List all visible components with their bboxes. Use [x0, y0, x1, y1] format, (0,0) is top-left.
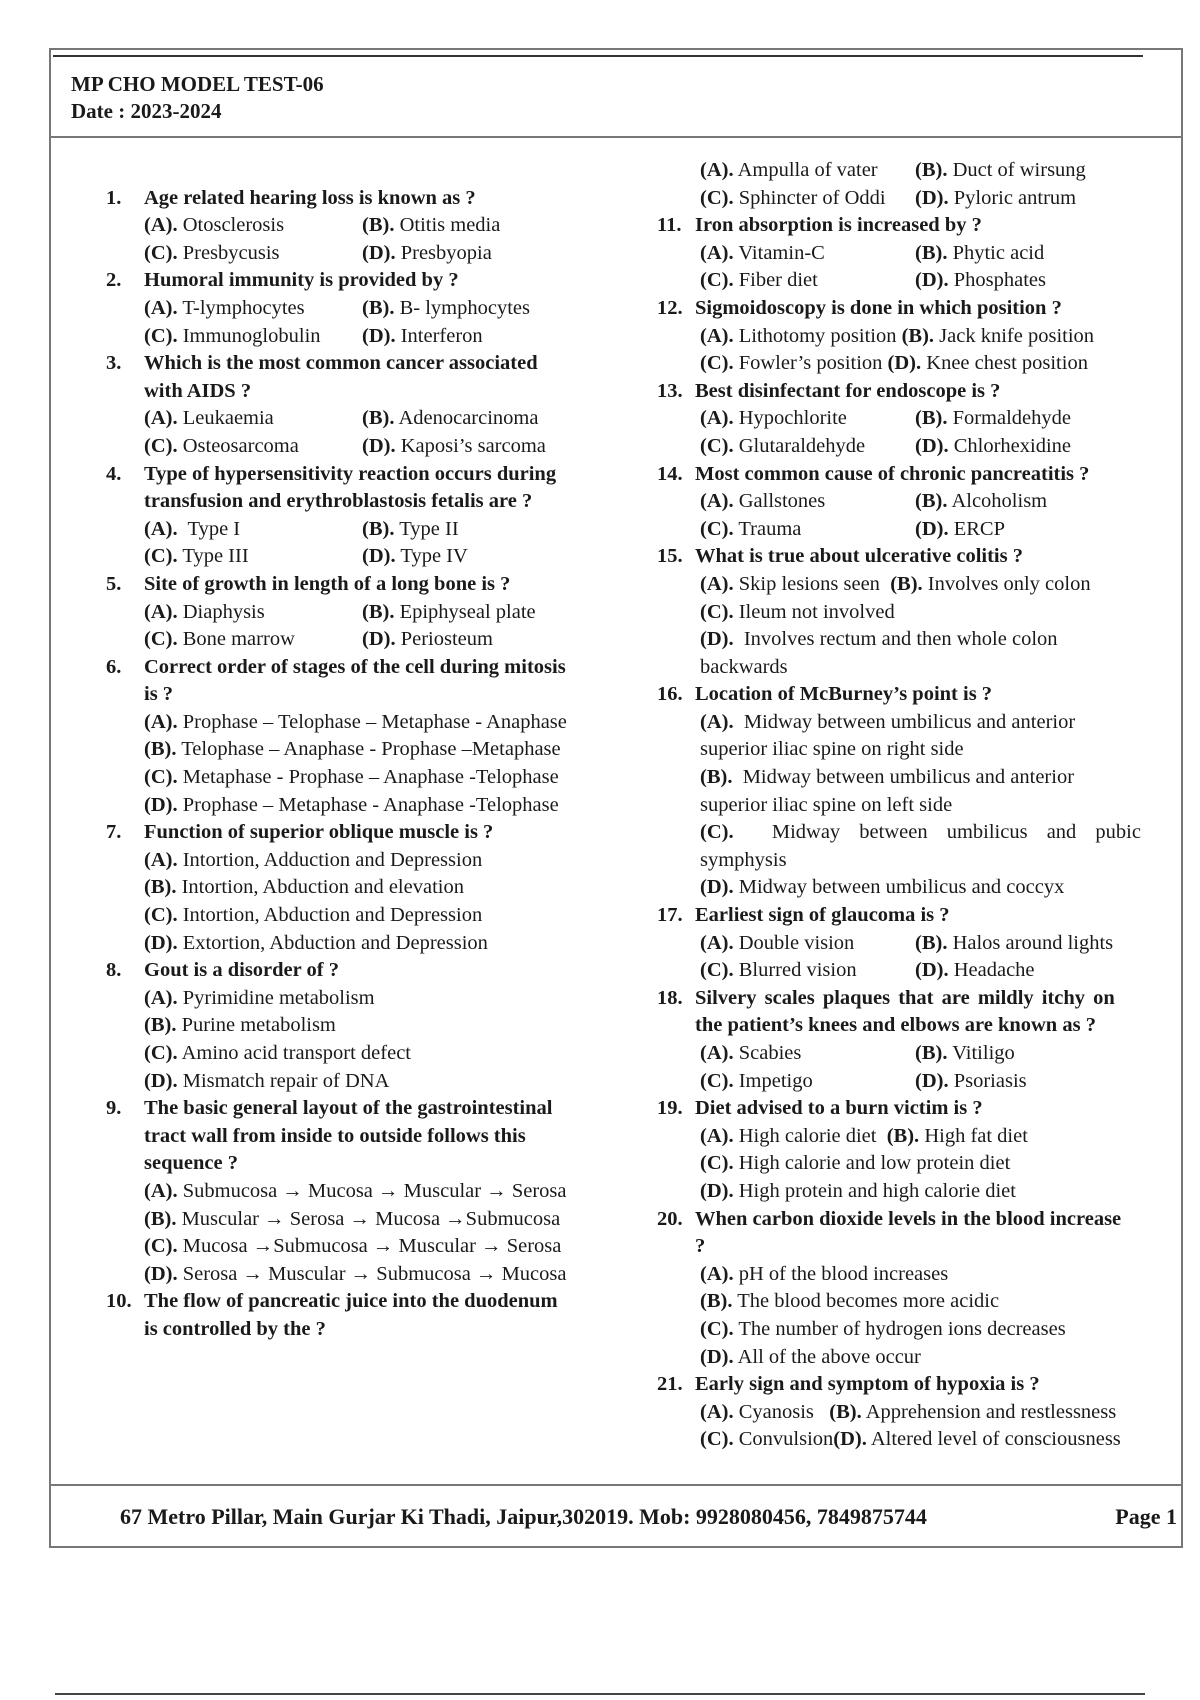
question-text-cont: is controlled by the ?: [144, 1317, 326, 1340]
question-text: Type of hypersensitivity reaction occurs during: [144, 462, 557, 485]
option-d: Serosa → Muscular → Submucosa → Mucosa: [182, 1262, 567, 1285]
option-label: (C).: [700, 517, 734, 540]
option-label: (B).: [915, 159, 948, 181]
question-4: [106, 461, 606, 571]
option-c: Osteosarcoma: [182, 434, 299, 457]
question-text: Site of growth in length of a long bone is ?: [144, 572, 511, 595]
option-label: (D).: [833, 1428, 867, 1451]
question-text: Iron absorption is increased by ?: [695, 214, 982, 237]
header: [49, 48, 1183, 138]
question-16: [657, 681, 1160, 902]
option-label: (D).: [915, 1069, 949, 1092]
question-text: Earliest sign of glaucoma is ?: [695, 904, 950, 927]
option-b: The blood becomes more acidic: [737, 1290, 1000, 1313]
option-label: (C).: [700, 959, 734, 982]
option-c: Convulsion: [738, 1428, 834, 1451]
option-d: Headache: [953, 959, 1035, 982]
option-label: (D).: [362, 434, 396, 457]
option-b: Muscular → Serosa → Mucosa →Submucosa: [181, 1207, 561, 1230]
option-label: (A).: [144, 517, 178, 540]
option-label: (D).: [700, 1179, 734, 1202]
question-text-cont: the patient’s knees and elbows are known as ?: [695, 1014, 1096, 1037]
option-label: (D).: [915, 959, 949, 982]
option-b: Alcoholism: [951, 490, 1048, 513]
option-d: Phosphates: [953, 269, 1046, 292]
option-label: (A).: [700, 1262, 734, 1285]
option-d: Altered level of consciousness: [870, 1428, 1121, 1451]
option-label: (C).: [700, 600, 734, 623]
option-c: Immunoglobulin: [182, 324, 321, 347]
bottom-rule: [55, 1693, 1145, 1695]
question-8: [106, 957, 606, 1095]
option-label: (B).: [886, 1124, 920, 1147]
option-b: Duct of wirsung: [952, 159, 1086, 181]
question-text: Early sign and symptom of hypoxia is ?: [695, 1373, 1040, 1396]
question-number: 8.: [106, 959, 122, 982]
option-label: (B).: [144, 738, 177, 761]
option-c: Mucosa →Submucosa → Muscular → Serosa: [182, 1235, 562, 1258]
option-label: (D).: [700, 1345, 734, 1368]
option-a: Otosclerosis: [182, 214, 285, 237]
option-label: (B).: [915, 1042, 948, 1064]
option-a: Gallstones: [738, 490, 826, 513]
option-c: Fowler’s position: [738, 352, 883, 375]
option-label: (B).: [915, 931, 948, 954]
option-label: (C).: [700, 1152, 734, 1175]
question-number: 4.: [106, 462, 122, 485]
left-column: [106, 157, 606, 1344]
question-number: 20.: [657, 1207, 683, 1230]
question-text: Diet advised to a burn victim is ?: [695, 1097, 983, 1120]
option-b-cont: superior iliac spine on left side: [700, 793, 953, 816]
option-d: Involves rectum and then whole colon: [733, 628, 1058, 651]
option-label: (C).: [144, 1042, 178, 1064]
option-d: High protein and high calorie diet: [738, 1179, 1016, 1202]
question-text-cont: tract wall from inside to outside follows this: [144, 1124, 526, 1147]
option-a: pH of the blood increases: [738, 1262, 949, 1285]
option-label: (D).: [362, 324, 396, 347]
question-text: Age related hearing loss is known as ?: [144, 186, 476, 209]
question-15: [657, 543, 1160, 681]
option-label: (C).: [700, 821, 734, 844]
option-c: Type III: [182, 545, 249, 568]
option-label: (B).: [362, 517, 395, 540]
option-d-cont: backwards: [700, 655, 788, 678]
question-number: 10.: [106, 1290, 132, 1313]
question-text-cont: transfusion and erythroblastosis fetalis are ?: [144, 490, 533, 513]
option-label: (A).: [144, 407, 178, 430]
question-2: [106, 267, 606, 350]
option-label: (B).: [362, 296, 395, 319]
option-label: (D).: [144, 931, 178, 954]
option-label: (D).: [362, 545, 396, 568]
option-a: Midway between umbilicus and anterior: [733, 710, 1076, 733]
option-d: Type IV: [400, 545, 468, 568]
footer: [49, 1484, 1183, 1548]
option-label: (B).: [700, 766, 733, 789]
option-label: (C).: [700, 1069, 734, 1092]
option-label: (B).: [362, 214, 395, 237]
question-text-cont: with AIDS ?: [144, 379, 252, 402]
question-number: 15.: [657, 545, 683, 568]
option-label: (B).: [700, 1290, 733, 1313]
option-b: Adenocarcinoma: [398, 407, 539, 430]
option-label: (C).: [700, 186, 734, 209]
question-text: Best disinfectant for endoscope is ?: [695, 379, 1001, 402]
question-number: 6.: [106, 655, 122, 678]
option-label: (A).: [700, 931, 734, 954]
option-d: Mismatch repair of DNA: [182, 1069, 390, 1092]
option-c: Fiber diet: [738, 269, 818, 292]
option-a: Lithotomy position: [738, 324, 897, 347]
option-d: Pyloric antrum: [953, 186, 1077, 209]
question-number: 13.: [657, 379, 683, 402]
footer-address: 67 Metro Pillar, Main Gurjar Ki Thadi, Jaipur,302019. Mob: 9928080456, 7849875744: [120, 1504, 927, 1529]
option-label: (B).: [901, 324, 935, 347]
question-9: [106, 1095, 606, 1288]
option-c: Glutaraldehyde: [738, 434, 866, 457]
option-a: T-lymphocytes: [182, 296, 305, 319]
option-b: B- lymphocytes: [399, 296, 530, 319]
option-a: Leukaemia: [182, 407, 274, 430]
option-label: (D).: [700, 876, 734, 899]
option-label: (B).: [915, 407, 948, 430]
question-text: Most common cause of chronic pancreatitis ?: [695, 462, 1090, 485]
option-c: Intortion, Abduction and Depression: [182, 904, 483, 927]
option-b: Type II: [399, 517, 459, 540]
option-label: (B).: [829, 1400, 862, 1423]
option-d: Kaposi’s sarcoma: [400, 434, 546, 457]
option-label: (C).: [700, 1428, 734, 1451]
option-label: (C).: [144, 1235, 178, 1258]
option-label: (A).: [700, 159, 734, 181]
option-a: Cyanosis: [738, 1400, 814, 1423]
option-c: Amino acid transport defect: [181, 1042, 411, 1064]
question-text: Gout is a disorder of ?: [144, 959, 339, 982]
option-c: Midway between umbilicus and pubic: [733, 821, 1141, 844]
question-number: 2.: [106, 269, 122, 292]
question-text: Location of McBurney’s point is ?: [695, 683, 993, 706]
question-number: 3.: [106, 352, 122, 375]
option-label: (A).: [144, 710, 178, 733]
test-date: Date : 2023-2024: [71, 99, 222, 123]
option-label: (C).: [700, 434, 734, 457]
option-a: Hypochlorite: [738, 407, 847, 430]
option-b: Vitiligo: [952, 1042, 1015, 1064]
option-label: (B).: [144, 1207, 177, 1230]
option-label: (A).: [144, 1179, 178, 1202]
option-b: Halos around lights: [952, 931, 1114, 954]
option-c: Metaphase - Prophase – Anaphase -Telophase: [182, 766, 559, 789]
option-label: (A).: [700, 490, 734, 513]
question-text: When carbon dioxide levels in the blood increase: [695, 1207, 1122, 1230]
option-a: Diaphysis: [182, 600, 265, 623]
option-b: Apprehension and restlessness: [865, 1400, 1117, 1423]
question-text: Sigmoidoscopy is done in which position ?: [695, 296, 1062, 319]
question-18: [657, 985, 1160, 1095]
option-label: (C).: [144, 434, 178, 457]
question-19: [657, 1095, 1160, 1205]
option-b: Jack knife position: [939, 324, 1095, 347]
question-11: [657, 212, 1160, 295]
option-label: (A).: [700, 710, 734, 733]
question-5: [106, 571, 606, 654]
option-d: Chlorhexidine: [953, 434, 1072, 457]
option-b: Intortion, Abduction and elevation: [181, 876, 464, 899]
option-d: Interferon: [400, 324, 483, 347]
option-label: (D).: [700, 628, 734, 651]
option-label: (D).: [144, 1262, 178, 1285]
option-label: (A).: [144, 986, 178, 1009]
option-label: (C).: [700, 352, 734, 375]
option-label: (B).: [890, 572, 923, 595]
option-a: Type I: [182, 517, 241, 540]
question-text: The basic general layout of the gastrointestinal: [144, 1097, 553, 1120]
option-a: Submucosa → Mucosa → Muscular → Serosa: [182, 1179, 567, 1202]
option-label: (D).: [915, 517, 949, 540]
question-7: [106, 819, 606, 957]
question-text-cont: ?: [695, 1235, 706, 1258]
question-text: Function of superior oblique muscle is ?: [144, 821, 494, 844]
option-label: (C).: [144, 628, 178, 651]
question-text-cont: is ?: [144, 683, 174, 706]
option-d: Prophase – Metaphase - Anaphase -Telophase: [182, 793, 559, 816]
option-a: Intortion, Adduction and Depression: [182, 848, 483, 871]
option-d: Psoriasis: [953, 1069, 1027, 1092]
option-b: Involves only colon: [927, 572, 1091, 595]
option-c: Sphincter of Oddi: [738, 186, 886, 209]
question-text: Correct order of stages of the cell during mitosis: [144, 655, 566, 678]
question-10: [106, 1288, 606, 1343]
option-c: Presbycusis: [182, 241, 280, 264]
question-1: [106, 185, 606, 268]
option-d: Extortion, Abduction and Depression: [182, 931, 488, 954]
option-label: (A).: [144, 848, 178, 871]
question-3: [106, 350, 606, 460]
right-column: [657, 157, 1160, 1454]
option-label: (B).: [144, 1014, 177, 1037]
option-b: High fat diet: [924, 1124, 1028, 1147]
option-c: Bone marrow: [182, 628, 295, 651]
option-label: (B).: [915, 490, 948, 513]
option-c: The number of hydrogen ions decreases: [738, 1317, 1066, 1340]
option-b: Formaldehyde: [952, 407, 1071, 430]
option-label: (C).: [700, 269, 734, 292]
option-label: (B).: [362, 600, 395, 623]
option-c: Trauma: [738, 517, 802, 540]
question-text: Which is the most common cancer associated: [144, 352, 538, 375]
option-label: (A).: [700, 241, 734, 264]
option-d: All of the above occur: [737, 1345, 921, 1368]
option-label: (B).: [144, 876, 177, 899]
option-b: Epiphyseal plate: [399, 600, 536, 623]
question-17: [657, 902, 1160, 985]
option-label: (D).: [915, 434, 949, 457]
option-label: (A).: [700, 572, 734, 595]
question-number: 9.: [106, 1097, 122, 1120]
option-a: Vitamin-C: [738, 241, 825, 264]
option-b: Midway between umbilicus and anterior: [732, 766, 1075, 789]
question-12: [657, 295, 1160, 378]
option-label: (C).: [144, 904, 178, 927]
question-number: 18.: [657, 986, 683, 1009]
option-label: (D).: [144, 1069, 178, 1092]
question-number: 7.: [106, 821, 122, 844]
option-label: (D).: [915, 186, 949, 209]
question-text: Humoral immunity is provided by ?: [144, 269, 459, 292]
question-text: Silvery scales plaques that are mildly itchy on: [695, 986, 1115, 1009]
question-6: [106, 654, 606, 820]
option-c-cont: symphysis: [700, 848, 787, 871]
option-a: High calorie diet: [738, 1124, 877, 1147]
option-a: Skip lesions seen: [738, 572, 880, 595]
option-c: Impetigo: [738, 1069, 813, 1092]
question-number: 14.: [657, 462, 683, 485]
option-label: (C).: [144, 241, 178, 264]
option-label: (A).: [144, 296, 178, 319]
option-label: (D).: [362, 241, 396, 264]
option-a: Prophase – Telophase – Metaphase - Anaphase: [182, 710, 567, 733]
question-number: 16.: [657, 683, 683, 706]
option-d: ERCP: [953, 517, 1005, 540]
question-text: What is true about ulcerative colitis ?: [695, 545, 1023, 568]
option-label: (C).: [144, 545, 178, 568]
option-a: Ampulla of vater: [737, 159, 878, 181]
option-label: (A).: [700, 407, 734, 430]
option-c: Blurred vision: [738, 959, 857, 982]
option-d: Presbyopia: [400, 241, 492, 264]
option-c: High calorie and low protein diet: [738, 1152, 1011, 1175]
question-text: The flow of pancreatic juice into the duodenum: [144, 1290, 558, 1313]
page-number: Page 1: [1115, 1504, 1177, 1529]
question-20: [657, 1206, 1160, 1372]
question-14: [657, 461, 1160, 544]
option-a: Double vision: [738, 931, 855, 954]
question-number: 21.: [657, 1373, 683, 1396]
option-label: (A).: [700, 324, 734, 347]
option-d: Periosteum: [400, 628, 493, 651]
option-b: Otitis media: [399, 214, 501, 237]
option-d: Midway between umbilicus and coccyx: [738, 876, 1065, 899]
option-label: (B).: [915, 241, 948, 264]
question-13: [657, 378, 1160, 461]
option-label: (B).: [362, 407, 395, 430]
option-b: Telophase – Anaphase - Prophase –Metaphase: [181, 738, 561, 761]
question-number: 17.: [657, 904, 683, 927]
option-a: Scabies: [738, 1042, 802, 1064]
option-label: (D).: [362, 628, 396, 651]
option-label: (D).: [887, 352, 922, 375]
question-number: 1.: [106, 186, 122, 209]
option-label: (A).: [700, 1400, 734, 1423]
option-label: (C).: [144, 766, 178, 789]
question-text-cont: sequence ?: [144, 1152, 238, 1175]
option-b: Purine metabolism: [181, 1014, 336, 1037]
option-b: Phytic acid: [952, 241, 1045, 264]
test-title: MP CHO MODEL TEST-06: [71, 72, 324, 96]
question-21: [657, 1371, 1160, 1454]
option-d: Knee chest position: [926, 352, 1088, 375]
question-number: 5.: [106, 572, 122, 595]
option-label: (A).: [144, 600, 178, 623]
option-label: (D).: [144, 793, 178, 816]
question-10-options: [657, 157, 1160, 212]
option-a: Pyrimidine metabolism: [182, 986, 375, 1009]
option-label: (C).: [700, 1317, 734, 1340]
option-label: (D).: [915, 269, 949, 292]
option-a-cont: superior iliac spine on right side: [700, 738, 964, 761]
option-label: (A).: [700, 1042, 734, 1064]
option-label: (A).: [700, 1124, 734, 1147]
option-label: (A).: [144, 214, 178, 237]
question-number: 11.: [657, 214, 682, 237]
option-c: Ileum not involved: [738, 600, 895, 623]
question-number: 12.: [657, 296, 683, 319]
question-number: 19.: [657, 1097, 683, 1120]
option-label: (C).: [144, 324, 178, 347]
